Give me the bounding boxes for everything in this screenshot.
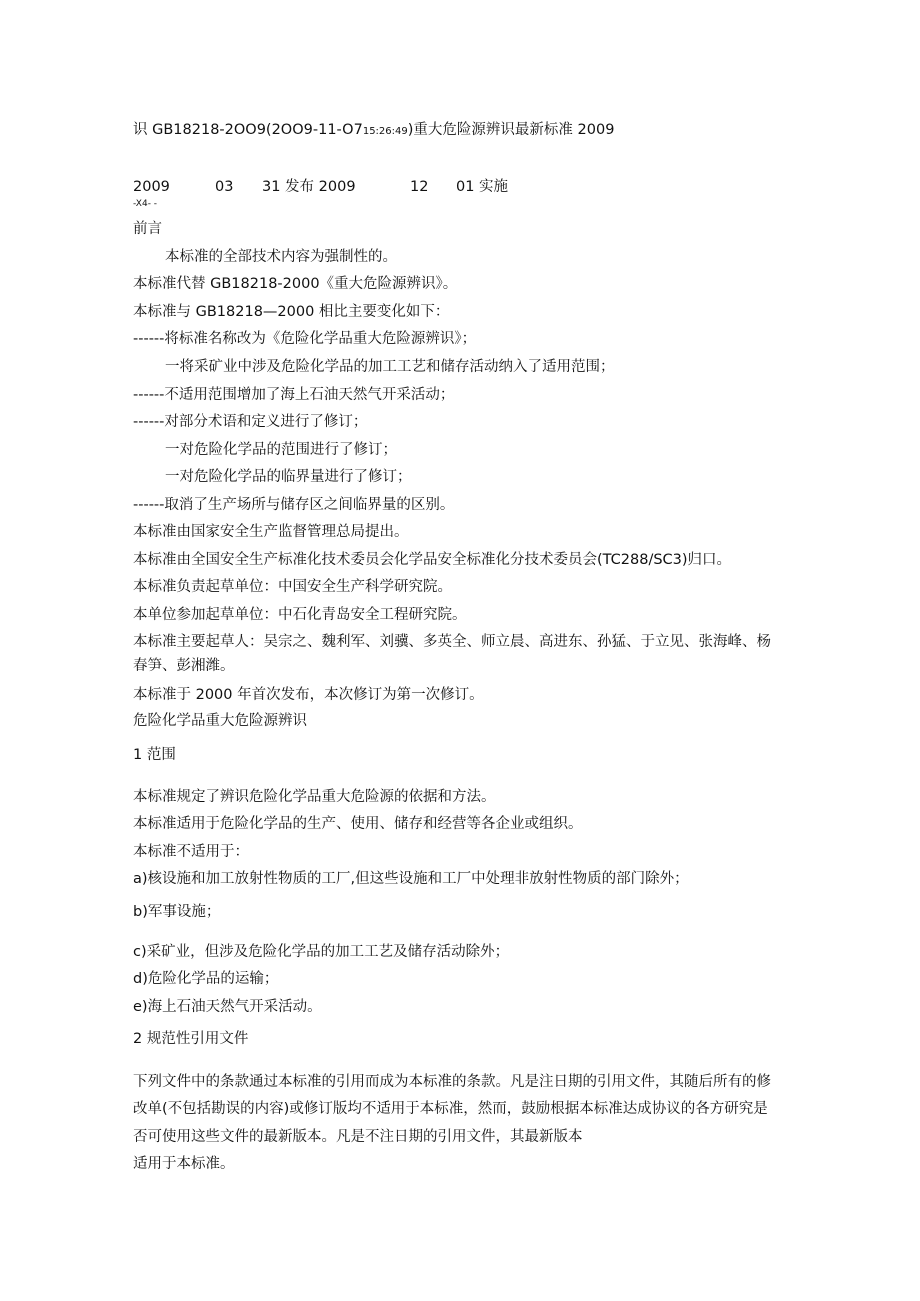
date-month-2: 12 bbox=[410, 179, 429, 195]
list-item: a)核设施和加工放射性物质的工厂,但这些设施和工厂中处理非放射性物质的部门除外； bbox=[133, 871, 689, 887]
body-line: 下列文件中的条款通过本标准的引用而成为本标准的条款。凡是注日期的引用文件，其随后所有的修 bbox=[133, 1074, 771, 1090]
section-heading-2: 2 规范性引用文件 bbox=[133, 1031, 249, 1047]
body-line: 本标准不适用于： bbox=[133, 844, 249, 860]
body-line: 本标准与 GB18218—2000 相比主要变化如下： bbox=[133, 304, 450, 320]
body-line: 本标准的全部技术内容为强制性的。 bbox=[165, 249, 397, 265]
list-item: d)危险化学品的运输； bbox=[133, 971, 279, 987]
page-marker: -X4- - bbox=[133, 199, 158, 209]
body-line: 本单位参加起草单位：中石化青岛安全工程研究院。 bbox=[133, 607, 467, 623]
body-line: 本标准规定了辨识危险化学品重大危险源的依据和方法。 bbox=[133, 789, 496, 805]
list-item: c)采矿业，但涉及危险化学品的加工工艺及储存活动除外； bbox=[133, 944, 510, 960]
body-line: 春笋、彭湘潍。 bbox=[133, 658, 235, 674]
body-line: 本标准于 2000 年首次发布，本次修订为第一次修订。 bbox=[133, 687, 484, 703]
body-line: 本标准由全国安全生产标准化技术委员会化学品安全标准化分技术委员会(TC288/SC3)归口。 bbox=[133, 552, 732, 568]
section-heading-1: 1 范围 bbox=[133, 747, 176, 763]
body-line: ------对部分术语和定义进行了修订； bbox=[133, 414, 368, 430]
title-suffix: )重大危险源辨识最新标准 2009 bbox=[407, 122, 615, 138]
body-line: ------取消了生产场所与储存区之间临界量的区别。 bbox=[133, 497, 455, 513]
body-line: ------不适用范围增加了海上石油天然气开采活动； bbox=[133, 387, 455, 403]
body-line: 一对危险化学品的范围进行了修订； bbox=[165, 442, 397, 458]
date-implement: 01 实施 bbox=[456, 179, 509, 195]
body-line: 本标准主要起草人：吴宗之、魏利军、刘骥、多英全、师立晨、高进东、孙猛、于立见、张海峰、杨 bbox=[133, 634, 771, 650]
preface-heading: 前言 bbox=[133, 221, 162, 237]
list-item: e)海上石油天然气开采活动。 bbox=[133, 999, 322, 1015]
doc-title bbox=[133, 121, 614, 141]
list-item: b)军事设施； bbox=[133, 904, 221, 920]
body-line: 本标准代替 GB18218-2000《重大危险源辨识》。 bbox=[133, 276, 458, 292]
body-line: 适用于本标准。 bbox=[133, 1156, 235, 1172]
body-line: 否可使用这些文件的最新版本。凡是不注日期的引用文件，其最新版本 bbox=[133, 1129, 583, 1145]
body-line: ------将标准名称改为《危险化学品重大危险源辨识》； bbox=[133, 331, 477, 347]
title-prefix: 识 GB18218-2OO9(2OO9-11-O7 bbox=[133, 122, 363, 138]
body-line: 改单(不包括勘误的内容)或修订版均不适用于本标准，然而，鼓励根据本标准达成协议的各方研究是 bbox=[133, 1101, 768, 1117]
body-line: 本标准适用于危险化学品的生产、使用、储存和经营等各企业或组织。 bbox=[133, 816, 583, 832]
section-title: 危险化学品重大危险源辨识 bbox=[133, 713, 307, 729]
date-publish: 31 发布 2009 bbox=[262, 179, 356, 195]
body-line: 一将采矿业中涉及危险化学品的加工工艺和储存活动纳入了适用范围； bbox=[165, 359, 615, 375]
title-time: 15:26:49 bbox=[362, 126, 408, 137]
date-month-1: 03 bbox=[215, 179, 234, 195]
body-line: 本标准由国家安全生产监督管理总局提出。 bbox=[133, 524, 409, 540]
body-line: 一对危险化学品的临界量进行了修订； bbox=[165, 469, 412, 485]
body-line: 本标准负责起草单位：中国安全生产科学研究院。 bbox=[133, 579, 452, 595]
date-year-1: 2009 bbox=[133, 179, 170, 195]
